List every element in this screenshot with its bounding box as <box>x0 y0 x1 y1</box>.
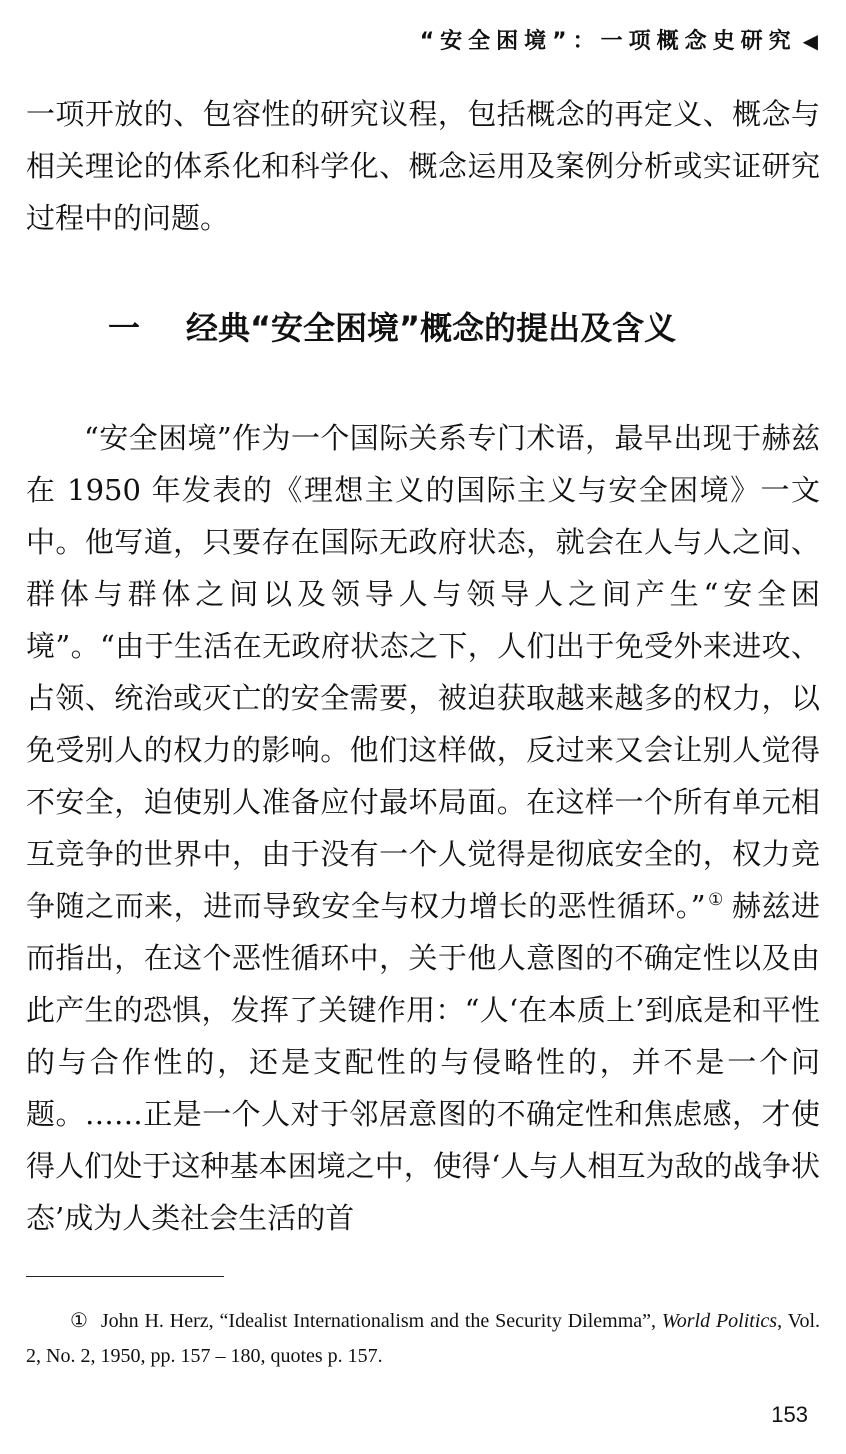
main-paragraph <box>26 412 820 1244</box>
main-paragraph-text-1: “安全困境”作为一个国际关系专门术语，最早出现于赫兹在 1950 年发表的《理想主义的国际主义与安全困境》一文中。他写道，只要存在国际无政府状态，就会在人与人之间、群体与群体之间以及领导人与领导人之间产生“安全困境”。“由于生活在无政府状态之下，人们出于免受外来进攻、占领、统治或灭亡的安全需要，被迫获取越来越多的权力，以免受别人的权力的影响。他们这样做，反过来又会让别人觉得不安全，迫使别人准备应付最坏局面。在这样一个所有单元相互竞争的世界中，由于没有一个人觉得是彻底安全的，权力竞争随之而来，进而导致安全与权力增长的恶性循环。” <box>26 421 820 923</box>
triangle-marker-icon: ◀ <box>802 29 818 53</box>
intro-paragraph: 一项开放的、包容性的研究议程，包括概念的再定义、概念与相关理论的体系化和科学化、概念运用及案例分析或实证研究过程中的问题。 <box>26 97 820 235</box>
footnote-text-1: John H. Herz, “Idealist Internationalism and the Security Dilemma”, <box>100 1310 657 1332</box>
section-heading <box>108 306 808 350</box>
running-header <box>420 24 818 55</box>
footnote-reference: ① <box>707 890 724 911</box>
footnote-divider <box>26 1276 224 1277</box>
main-paragraph-text-2: 赫兹进而指出，在这个恶性循环中，关于他人意图的不确定性以及由此产生的恐惧，发挥了关键作用：“人‘在本质上’到底是和平性的与合作性的，还是支配性的与侵略性的，并不是一个问题。……正是一个人对于邻居意图的不确定性和焦虑感，才使得人们处于这种基本困境之中，使得‘人与人相互为敌的战争状态’成为人类社会生活的首 <box>26 889 820 1235</box>
section-number: 一 <box>108 309 141 347</box>
footnote-journal-title: World Politics <box>661 1310 778 1332</box>
page-number: 153 <box>771 1402 808 1427</box>
footnote-text-2: , Vol. 2, No. 2, 1950, pp. 157 – 180, quotes p. 157. <box>26 1310 821 1367</box>
running-title: “安全困境”：一项概念史研究 <box>419 29 797 54</box>
footnote <box>26 1304 820 1374</box>
section-title: 经典“安全困境”概念的提出及含义 <box>186 309 677 347</box>
footnote-marker: ① <box>70 1310 89 1332</box>
